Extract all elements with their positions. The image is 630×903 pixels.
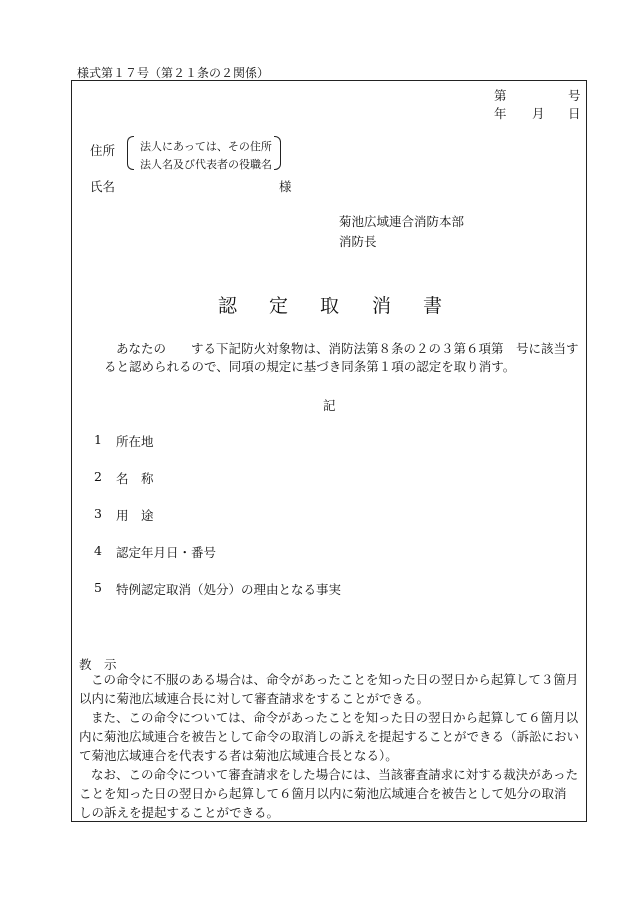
addressee-note-line2: 法人名及び代表者の役職名 — [140, 158, 272, 171]
notice-p2-line3: て菊池広域連合を代表する者は菊池広域連合長となる）。 — [79, 748, 398, 763]
item-number-4: 4 — [94, 543, 102, 558]
notice-p3-line3: しの訴えを提起することができる。 — [79, 805, 280, 820]
number-label-go: 号 — [568, 88, 581, 103]
notice-p1-line2: 以内に菊池広域連合長に対して審査請求をすることができる。 — [79, 691, 430, 706]
title-char-4: 消 — [372, 295, 392, 317]
item-label-location: 所在地 — [116, 434, 154, 449]
number-label-dai: 第 — [494, 88, 507, 103]
item-number-2: 2 — [94, 469, 102, 484]
title-char-5: 書 — [423, 295, 443, 317]
title-char-1: 認 — [218, 295, 238, 317]
date-year-label: 年 — [494, 106, 507, 121]
item-number-1: 1 — [94, 432, 102, 447]
date-month-label: 月 — [532, 106, 545, 121]
item-number-5: 5 — [94, 580, 102, 595]
name-label: 氏名 — [90, 179, 116, 194]
notice-p1-line1: この命令に不服のある場合は、命令があったことを知った日の翌日から起算して３箇月 — [91, 672, 579, 687]
notice-p3-line1: なお、この命令について審査請求をした場合には、当該審査請求に対する裁決があった — [91, 767, 579, 782]
item-label-reason: 特例認定取消（処分）の理由となる事実 — [116, 582, 342, 597]
item-label-name: 名 称 — [116, 471, 154, 486]
form-number: 様式第１７号（第２１条の２関係） — [77, 66, 270, 80]
notice-p2-line1: また、この命令については、命令があったことを知った日の翌日から起算して６箇月以 — [91, 710, 579, 725]
title-char-2: 定 — [269, 295, 289, 317]
item-number-3: 3 — [94, 506, 102, 521]
sender-organization: 菊池広域連合消防本部 — [339, 214, 465, 229]
item-label-usage: 用 途 — [116, 508, 154, 523]
note-bracket-right — [274, 136, 281, 170]
address-label: 住所 — [90, 143, 116, 158]
title-char-3: 取 — [320, 295, 340, 317]
date-day-label: 日 — [568, 106, 581, 121]
addressee-note-line1: 法人にあっては、その住所 — [140, 140, 272, 153]
sender-title: 消防長 — [339, 234, 377, 249]
note-bracket-left — [127, 136, 134, 170]
ki-heading: 記 — [323, 398, 336, 413]
item-label-cert-date: 認定年月日・番号 — [116, 545, 217, 560]
notice-p2-line2: 内に菊池広域連合を被告として命令の取消しの訴えを提起することができる（訴訟におい — [79, 729, 580, 744]
body-line-2: ると認められるので、同項の規定に基づき同条第１項の認定を取り消す。 — [104, 359, 516, 374]
honorific-sama: 様 — [279, 179, 292, 194]
notice-p3-line2: ことを知った日の翌日から起算して６箇月以内に菊池広域連合を被告として処分の取消 — [79, 786, 567, 801]
notice-heading: 教 示 — [79, 657, 117, 672]
body-line-1: あなたの する下記防火対象物は、消防法第８条の２の３第６項第 号に該当す — [116, 341, 579, 356]
